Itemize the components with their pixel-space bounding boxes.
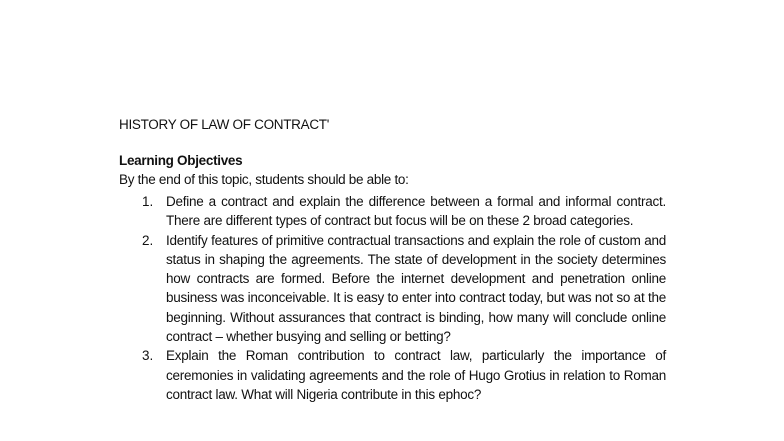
list-item-text: Explain the Roman contribution to contract law, particularly the importance of ceremonies in validating agreements and the role of Hugo Grotius in relation to Roman contract law. What will Nigeria contribute in this ephoc? xyxy=(166,348,666,402)
list-item-number: 2. xyxy=(142,232,154,248)
list-item-text: Define a contract and explain the difference between a formal and informal contract. There are different types of contract but focus will be on these 2 broad categories. xyxy=(166,194,666,229)
list-item xyxy=(0,346,784,404)
list-item-text: Identify features of primitive contractual transactions and explain the role of custom and status in shaping the agreements. The state of development in the society determines how contracts are formed. Before the internet development and penetration online business was inconceivable. It is easy to enter into contract today, but was not so at the beginning. Without assurances that contract is binding, how many will conclude online contract – whether busying and selling or betting? xyxy=(166,232,666,345)
objectives-list xyxy=(0,192,784,404)
intro-paragraph: By the end of this topic, students should be able to: xyxy=(119,172,409,187)
document-title: HISTORY OF LAW OF CONTRACT' xyxy=(119,117,329,132)
list-item-number: 1. xyxy=(142,194,154,209)
section-heading: Learning Objectives xyxy=(119,153,243,168)
list-item xyxy=(0,231,784,347)
list-item xyxy=(0,192,784,231)
list-item-number: 3. xyxy=(142,348,154,364)
